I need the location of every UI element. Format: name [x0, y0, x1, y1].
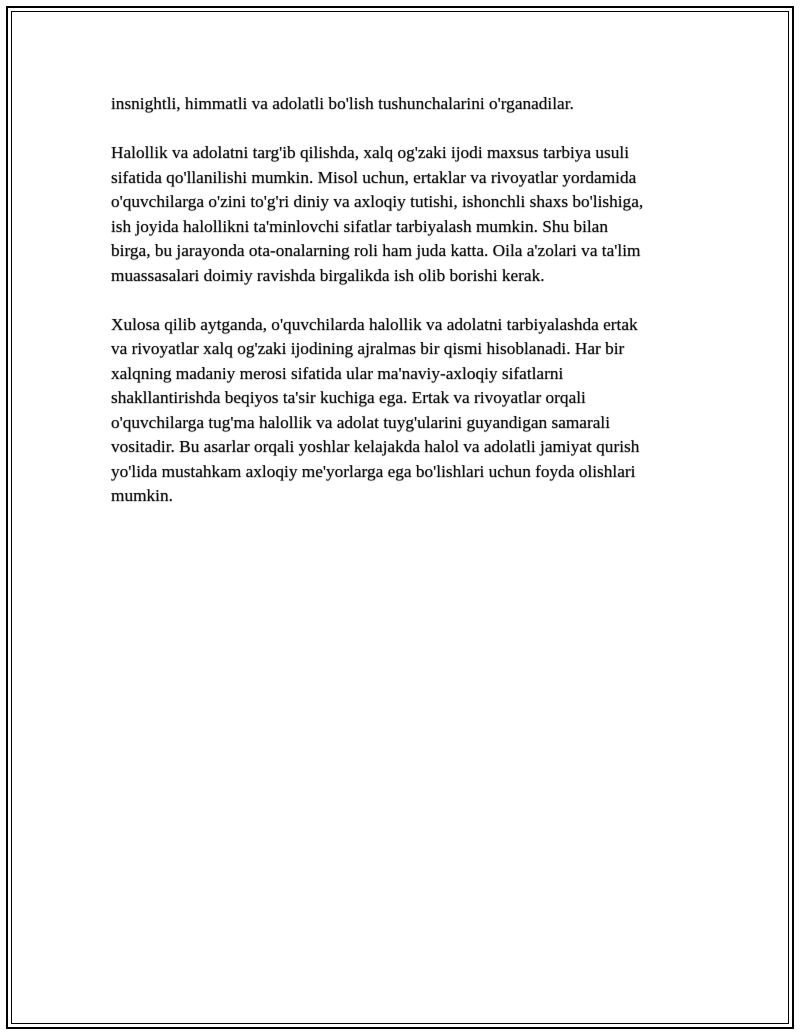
paragraph-xulosa: Xulosa qilib aytganda, o'quvchilarda halollik va adolatni tarbiyalashda ertak va rivoyatlar xalq og'zaki ijodining ajralmas bir qismi hisoblanadi. Har bir xalqning madaniy merosi sifatida ular ma'naviy-axloqiy sifatlarni shakllantirishda beqiyos ta'sir kuchiga ega. Ertak va rivoyatlar orqali o'quvchilarga tug'ma halollik va adolat tuyg'ularini guyandigan samarali vositadir. Bu asarlar orqali yoshlar kelajakda halol va adolatli jamiyat qurish yo'lida mustahkam axloqiy me'yorlarga ega bo'lishlari uchun foyda olishlari mumkin. [111, 314, 640, 505]
paragraph-halollik: Halollik va adolatni targ'ib qilishda, xalq og'zaki ijodi maxsus tarbiya usuli sifatida qo'llanilishi mumkin. Misol uchun, ertaklar va rivoyatlar yordamida o'quvchilarga o'zini to'g'ri diniy va axloqiy tutishi, ishonchli shaxs bo'lishiga, ish joyida halollikni ta'minlovchi sifatlar tarbiyalash mumkin. Shu bilan birga, bu jarayonda ota-onalarning roli ham juda katta. Oila a'zolari va ta'lim muassasalari doimiy ravishda birgalikda ish olib borishi kerak. [111, 143, 644, 285]
paragraph-continuation: insnightli, himmatli va adolatli bo'lish tushunchalarini o'rganadilar. [111, 94, 574, 113]
document-body [111, 92, 701, 533]
